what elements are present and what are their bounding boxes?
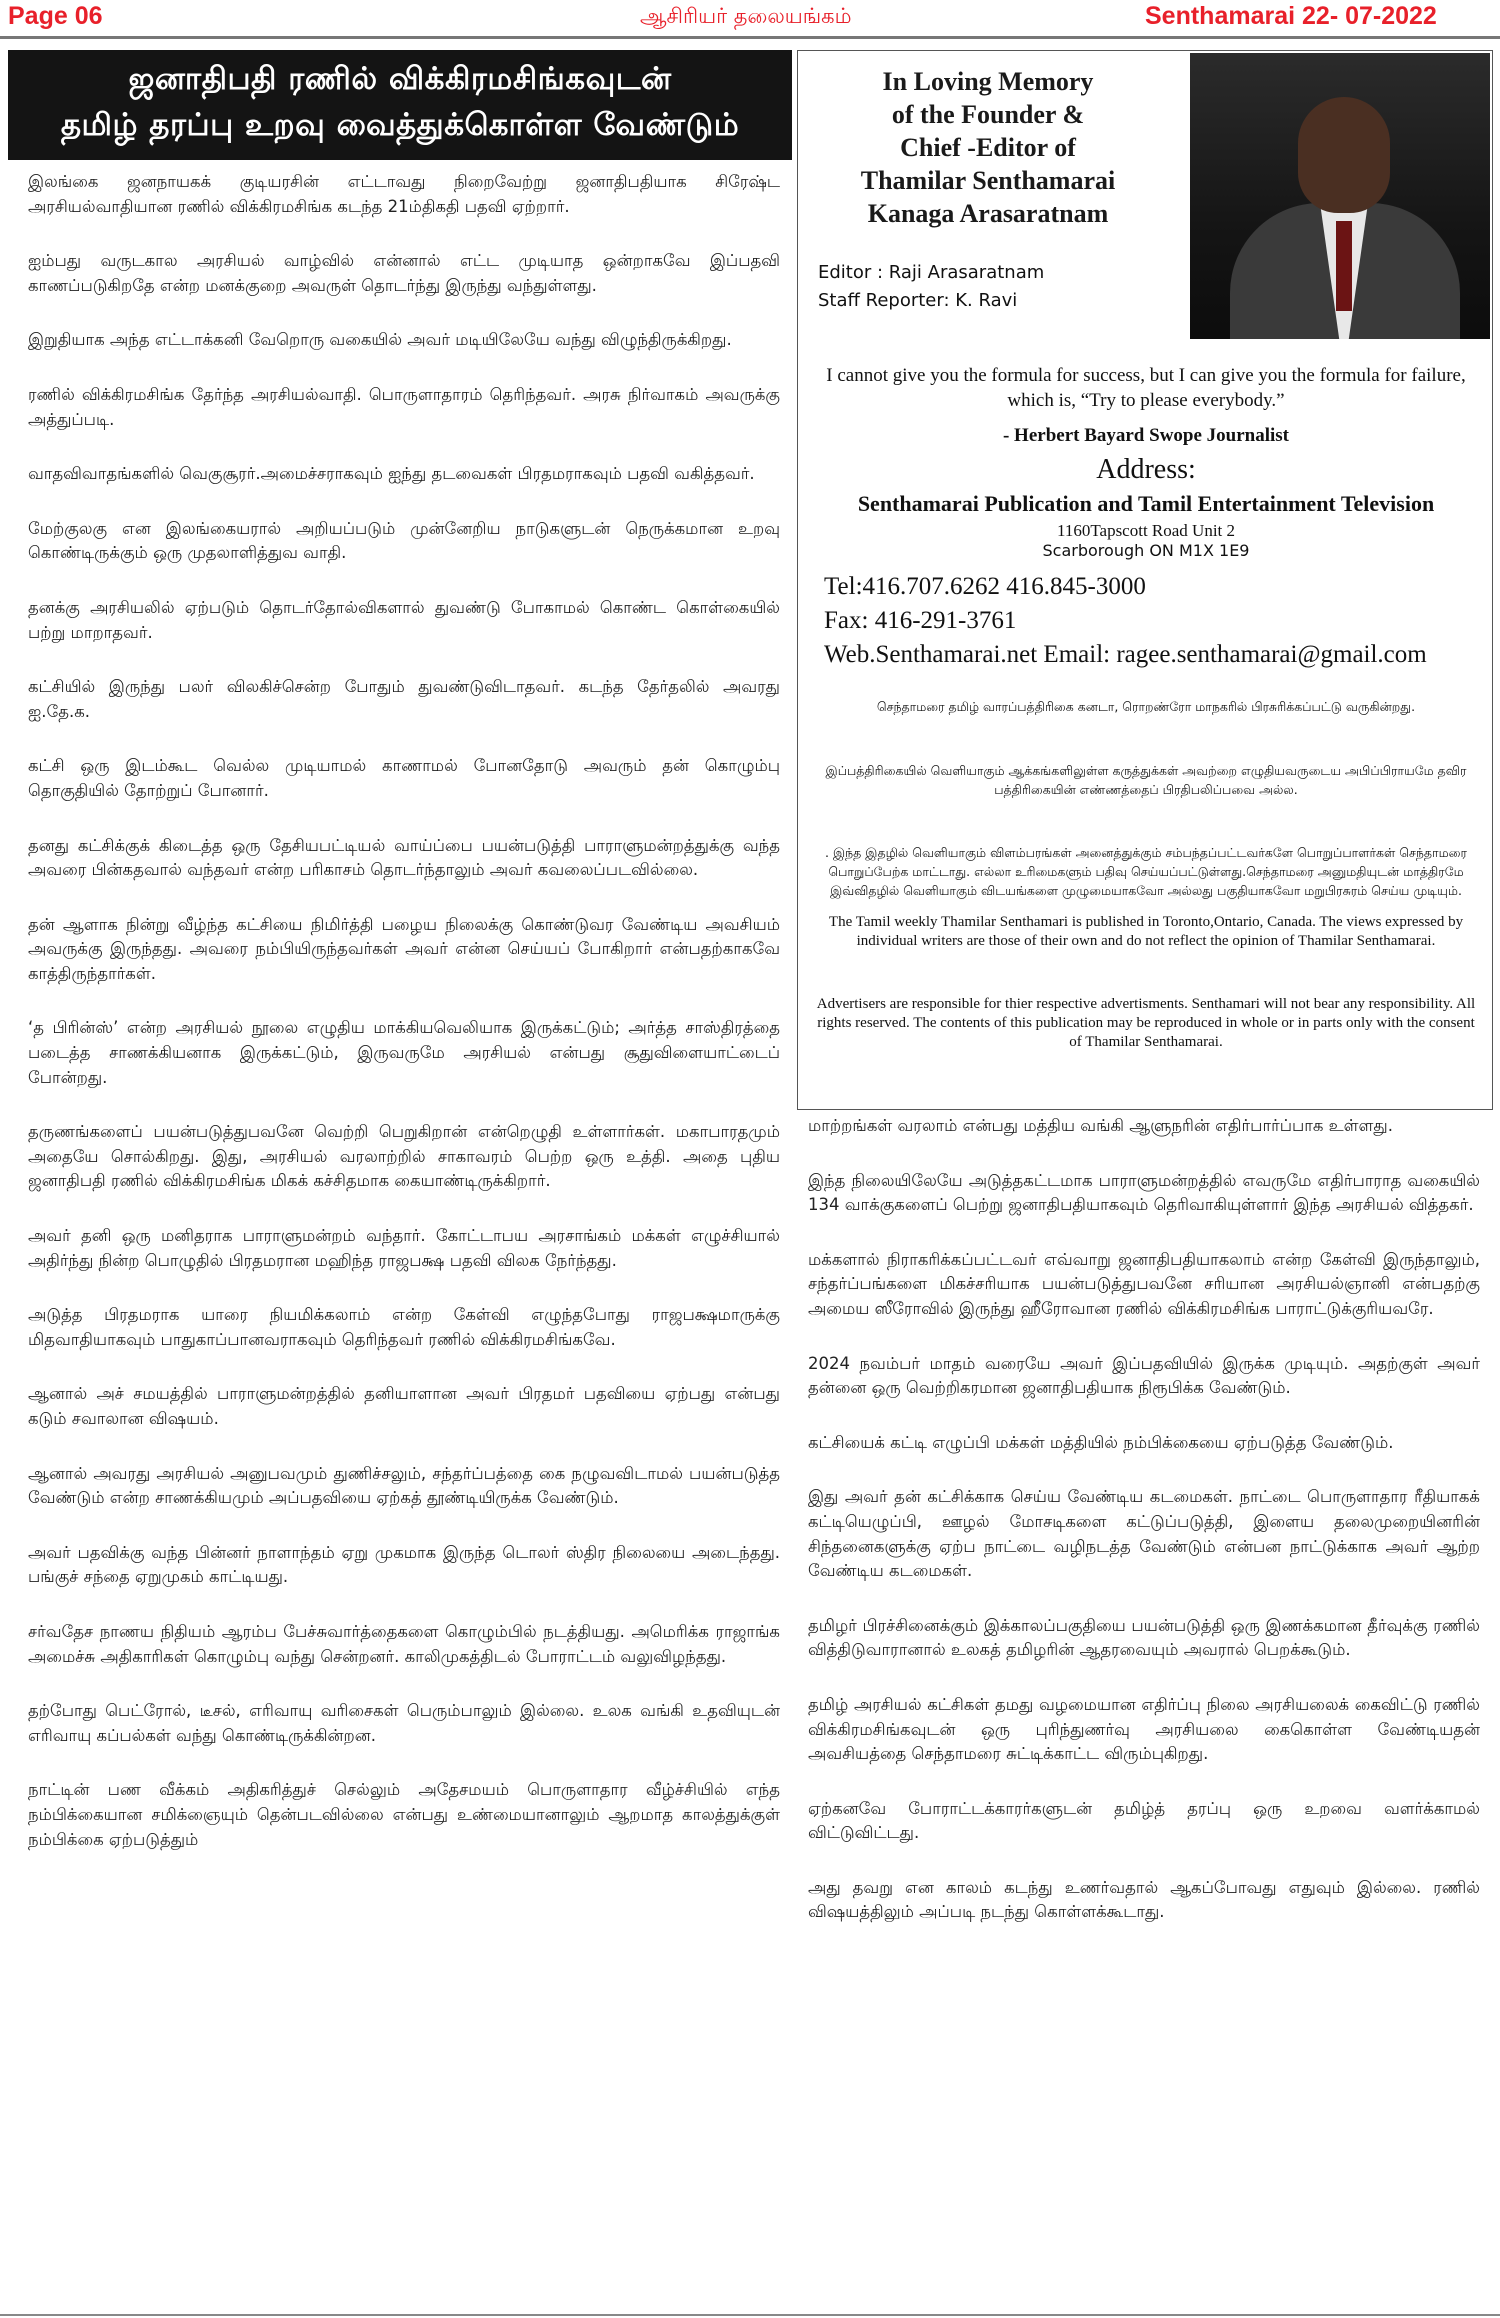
editor-name: Editor : Raji Arasaratnam	[818, 262, 1045, 283]
headline-banner	[8, 50, 792, 160]
web-email: Web.Senthamarai.net Email: ragee.senthamarai@gmail.com	[824, 641, 1427, 668]
staff-reporter: Staff Reporter: K. Ravi	[818, 290, 1018, 311]
memorial-line: Thamilar Senthamarai	[860, 166, 1116, 195]
article-paragraph: ரணில் விக்கிரமசிங்க தேர்ந்த அரசியல்வாதி. பொருளாதாரம் தெரிந்தவர். அரசு நிர்வாகம் அவருக்கு அத்துப்படி.	[28, 384, 780, 429]
article-paragraph: சர்வதேச நாணய நிதியம் ஆரம்ப பேச்சுவார்த்தைகளை கொழும்பில் நடத்தியது. அமெரிக்க ராஜாங்க அமைச்சு அதிகாரிகள் கொழும்பு வந்து சென்றனர். காலிமுகத்திடல் போராட்டம் வலுவிழந்தது.	[28, 1621, 780, 1666]
page-number: Page 06	[8, 2, 103, 30]
article-paragraph: அடுத்த பிரதமராக யாரை நியமிக்கலாம் என்ற கேள்வி எழுந்தபோது ராஜபக்ஷமாருக்கு மிதவாதியாகவும் பாதுகாப்பானவராகவும் தெரிந்தவர் ரணில் விக்கிரமசிங்கவே.	[28, 1305, 780, 1349]
tamil-note-publication: செந்தாமரை தமிழ் வாரப்பத்திரிகை கனடா, ரொறண்ரோ மாநகரில் பிரசுரிக்கப்பட்டு வருகின்றது.	[876, 699, 1416, 714]
article-paragraph: தனக்கு அரசியலில் ஏற்படும் தொடர்தோல்விகளால் துவண்டு போகாமல் கொண்ட கொள்கையில் பற்று மாறாதவர்.	[28, 597, 780, 642]
publisher-name: Senthamarai Publication and Tamil Entertainment Television	[857, 491, 1435, 516]
quote-author: - Herbert Bayard Swope Journalist	[1002, 425, 1290, 446]
paper-name-date: Senthamarai 22- 07-2022	[1145, 2, 1437, 30]
masthead-box	[797, 50, 1493, 1110]
editor-credits	[818, 259, 1044, 315]
section-title: ஆசிரியர் தலையங்கம்	[640, 4, 852, 28]
article-paragraph: இந்த நிலையிலேயே அடுத்தகட்டமாக பாராளுமன்றத்தில் எவருமே எதிர்பாராத வகையில் 134 வாக்குகளைப் பெற்று ஜனாதிபதியாகவும் தெரிவாகியுள்ளார் இந்த அரசியல் வித்தகர்.	[808, 1170, 1480, 1215]
article-paragraph: ஏற்கனவே போராட்டக்காரர்களுடன் தமிழ்த் தரப்பு ஒரு உறவை வளர்க்காமல் விட்டுவிட்டது.	[808, 1798, 1480, 1843]
footer-rule	[0, 2314, 1500, 2316]
article-paragraph: மேற்குலகு என இலங்கையரால் அறியப்படும் முன்னேறிய நாடுகளுடன் நெருக்கமான உறவு கொண்டிருக்கும் ஒரு முதலாளித்துவ வாதி.	[28, 518, 780, 563]
memorial-text	[818, 65, 1158, 230]
phone-numbers: Tel:416.707.6262 416.845-3000	[824, 573, 1146, 600]
english-note-publication: The Tamil weekly Thamilar Senthamari is published in Toronto,Ontario, Canada. The views expressed by individual writers are those of their own and do not reflect the opinion of Thamilar Senthamarai.	[828, 914, 1464, 949]
article-paragraph: இலங்கை ஜனநாயகக் குடியரசின் எட்டாவது நிறைவேற்று ஜனாதிபதியாக சிரேஷ்ட அரசியல்வாதியான ரணில் விக்கிரமசிங்க கடந்த 21ம்திகதி பதவி ஏற்றார்.	[28, 172, 780, 216]
article-paragraph: தற்போது பெட்ரோல், டீசல், எரிவாயு வரிசைகள் பெரும்பாலும் இல்லை. உலக வங்கி உதவியுடன் எரிவாயு கப்பல்கள் வந்து கொண்டிருக்கின்றன.	[28, 1701, 780, 1745]
founder-photo	[1190, 53, 1490, 339]
article-paragraph: அது தவறு என காலம் கடந்து உணர்வதால் ஆகப்போவது எதுவும் இல்லை. ரணில் விஷயத்திலும் அப்படி நடந்து கொள்ளக்கூடாது.	[808, 1877, 1480, 1922]
article-paragraph: கட்சியைக் கட்டி எழுப்பி மக்கள் மத்தியில் நம்பிக்கையை ஏற்படுத்த வேண்டும்.	[808, 1432, 1394, 1452]
article-paragraph: தமிழ் அரசியல் கட்சிகள் தமது வழமையான எதிர்ப்பு நிலை அரசியலைக் கைவிட்டு ரணில் விக்கிரமசிங்கவுடன் ஒரு புரிந்துணர்வு அரசியலை கைகொள்ள வேண்டியதன் அவசியத்தை செந்தாமரை சுட்டிக்காட்ட விரும்புகிறது.	[808, 1694, 1480, 1764]
article-paragraph: மக்களால் நிராகரிக்கப்பட்டவர் எவ்வாறு ஜனாதிபதியாகலாம் என்ற கேள்வி இருந்தாலும், சந்தர்ப்பங்களை மிகச்சரியாக பயன்படுத்துபவனே சரியான அரசியல்ஞானி என்பதற்கு அமைய ஸீரோவில் இருந்து ஹீரோவான ரணில் விக்கிரமசிங்க பாராட்டுக்குரியவரே.	[808, 1249, 1480, 1318]
article-paragraph: 2024 நவம்பர் மாதம் வரையே அவர் இப்பதவியில் இருக்க முடியும். அதற்குள் அவர் தன்னை ஒரு வெற்றிகரமான ஜனாதிபதியாக நிரூபிக்க வேண்டும்.	[808, 1353, 1480, 1398]
article-right-column	[808, 1114, 1480, 1955]
fax-number: Fax: 416-291-3761	[824, 607, 1017, 634]
memorial-line: Kanaga Arasaratnam	[867, 199, 1109, 228]
city-address: Scarborough ON M1X 1E9	[1042, 541, 1250, 560]
article-paragraph: வாதவிவாதங்களில் வெகுசூரர்.அமைச்சராகவும் ஐந்து தடவைகள் பிரதமராகவும் பதவி வகித்தவர்.	[28, 464, 755, 484]
tamil-note-opinion: இப்பத்திரிகையில் வெளியாகும் ஆக்கங்களிலுள்ள கருத்துக்கள் அவற்றை எழுதியவருடைய அபிப்பிராயமே தவிர பத்திரிகையின் எண்ணத்தைப் பிரதிபலிப்பவை அல்ல.	[825, 763, 1467, 797]
article-paragraph: தமிழர் பிரச்சினைக்கும் இக்காலப்பகுதியை பயன்படுத்தி ஒரு இணக்கமான தீர்வுக்கு ரணில் வித்திடுவாரானால் உலகத் தமிழரின் ஆதரவையும் அவரால் பெறக்கூடும்.	[808, 1615, 1480, 1660]
article-paragraph: மாற்றங்கள் வரலாம் என்பது மத்திய வங்கி ஆளுநரின் எதிர்பார்ப்பாக உள்ளது.	[808, 1116, 1393, 1135]
article-paragraph: இறுதியாக அந்த எட்டாக்கனி வேறொரு வகையில் அவர் மடியிலேயே வந்து விழுந்திருக்கிறது.	[28, 330, 732, 350]
article-paragraph: ஐம்பது வருடகால அரசியல் வாழ்வில் என்னால் எட்ட முடியாத ஒன்றாகவே இப்பதவி காணப்படுகிறதே என்ற மனக்குறை அவருள் தொடர்ந்து இருந்து வந்துள்ளது.	[28, 251, 780, 295]
memorial-line: In Loving Memory	[882, 67, 1094, 96]
article-paragraph: ‘த பிரின்ஸ்’ என்ற அரசியல் நூலை எழுதிய மாக்கியவெலியாக இருக்கட்டும்; அர்த்த சாஸ்திரத்தை படைத்த சாணக்கியனாக இருக்கட்டும், இருவருமே அரசியல் என்பது சூதுவிளையாட்டைப் போன்றது.	[28, 1018, 780, 1087]
article-paragraph: தனது கட்சிக்குக் கிடைத்த ஒரு தேசியபட்டியல் வாய்ப்பை பயன்படுத்தி பாராளுமன்றத்துக்கு வந்த அவரை பின்கதவால் வந்தவர் என்ற பரிகாசம் தொடர்ந்தாலும் அவர் கவலைப்படவில்லை.	[28, 835, 780, 880]
headline-line-1: ஜனாதிபதி ரணில் விக்கிரமசிங்கவுடன்	[128, 61, 672, 97]
article-paragraph: அவர் தனி ஒரு மனிதராக பாராளுமன்றம் வந்தார். கோட்டாபய அரசாங்கம் மக்கள் எழுச்சியால் அதிர்ந்து நின்ற பொழுதில் பிரதமரான மஹிந்த ராஜபக்ஷ பதவி விலக நேர்ந்தது.	[28, 1226, 780, 1270]
article-paragraph: அவர் பதவிக்கு வந்த பின்னர் நாளாந்தம் ஏறு முகமாக இருந்த டொலர் ஸ்திர நிலையை அடைந்தது. பங்குச் சந்தை ஏறுமுகம் காட்டியது.	[28, 1542, 780, 1587]
headline-line-2: தமிழ் தரப்பு உறவு வைத்துக்கொள்ள வேண்டும்	[60, 107, 740, 143]
article-paragraph: கட்சி ஒரு இடம்கூட வெல்ல முடியாமல் காணாமல் போனதோடு அவரும் தன் கொழும்பு தொகுதியில் தோற்றுப் போனார்.	[28, 756, 780, 800]
memorial-line: of the Founder &	[891, 100, 1085, 129]
english-note-rights: Advertisers are responsible for thier respective advertisments. Senthamari will not bear any responsibility. All rights reserved. The contents of this publication may be reproduced in whole or in parts only with the consent of Thamilar Senthamarai.	[816, 996, 1476, 1050]
street-address: 1160Tapscott Road Unit 2	[1056, 521, 1236, 540]
quote-text: I cannot give you the formula for success, but I can give you the formula for failure, which is, “Try to please everybody.”	[826, 365, 1466, 411]
address-title: Address:	[1096, 454, 1196, 485]
article-paragraph: இது அவர் தன் கட்சிக்காக செய்ய வேண்டிய கடமைகள். நாட்டை பொருளாதார ரீதியாகக் கட்டியெழுப்பி, ஊழல் மோசடிகளை கட்டுப்படுத்தி, இளைய தலைமுறையினரின் சிந்தனைகளுக்கு ஏற்ப நாட்டை வழிநடத்த வேண்டும் என்பன நாட்டுக்காக அவர் ஆற்ற வேண்டிய கடமைகள்.	[808, 1487, 1480, 1581]
tamil-note-rights: . இந்த இதழில் வெளியாகும் விளம்பரங்கள் அனைத்துக்கும் சம்பந்தப்பட்டவர்களே பொறுப்பாளர்கள் செந்தாமரை பொறுப்பேற்க மாட்டாது. எல்லா உரிமைகளும் பதிவு செய்யப்பட்டுள்ளது.செந்தாமரை அனுமதியுடன் மாத்திரமே இவ்விதழில் வெளியாகும் விடயங்களை முழுமையாகவோ அல்லது பகுதியாகவோ மறுபிரசுரம் செய்ய முடியும்.	[825, 845, 1467, 898]
article-paragraph: ஆனால் அச் சமயத்தில் பாராளுமன்றத்தில் தனியாளான அவர் பிரதமர் பதவியை ஏற்பது என்பது கடும் சவாலான விஷயம்.	[28, 1384, 780, 1428]
article-paragraph: நாட்டின் பண வீக்கம் அதிகரித்துச் செல்லும் அதேசமயம் பொருளாதார வீழ்ச்சியில் எந்த நம்பிக்கையான சமிக்ஞையும் தென்படவில்லை என்பது உண்மையானாலும் ஆறமாத காலத்துக்குள் நம்பிக்கை ஏற்படுத்தும்	[28, 1780, 780, 1849]
article-left-column	[28, 170, 780, 1882]
article-paragraph: கட்சியில் இருந்து பலர் விலகிச்சென்ற போதும் துவண்டுவிடாதவர். கடந்த தேர்தலில் அவரது ஐ.தே.க.	[28, 677, 780, 721]
header-rule	[0, 36, 1500, 39]
article-paragraph: தருணங்களைப் பயன்படுத்துபவனே வெற்றி பெறுகிறான் என்றெழுதி உள்ளார்கள். மகாபாரதமும் அதையே சொல்கிறது. இது, அரசியல் வரலாற்றில் சாகாவரம் பெற்ற ஒரு உத்தி. அதை புதிய ஜனாதிபதி ரணில் விக்கிரமசிங்க மிகக் கச்சிதமாக கையாண்டிருக்கிறார்.	[28, 1122, 780, 1191]
memorial-line: Chief -Editor of	[900, 133, 1076, 162]
article-paragraph: தன் ஆளாக நின்று வீழ்ந்த கட்சியை நிமிர்த்தி பழைய நிலைக்கு கொண்டுவர வேண்டிய அவசியம் அவருக்கு இருந்தது. அவரை நம்பியிருந்தவர்கள் அவர் என்ன செய்யப் போகிறார் என்பதற்காகவே காத்திருந்தார்கள்.	[28, 914, 780, 983]
page-header	[0, 0, 1500, 38]
article-paragraph: ஆனால் அவரது அரசியல் அனுபவமும் துணிச்சலும், சந்தர்ப்பத்தை கை நழுவவிடாமல் பயன்படுத்த வேண்டும் என்ற சாணக்கியமும் அப்பதவியை ஏற்கத் தூண்டியிருக்க வேண்டும்.	[28, 1463, 780, 1508]
